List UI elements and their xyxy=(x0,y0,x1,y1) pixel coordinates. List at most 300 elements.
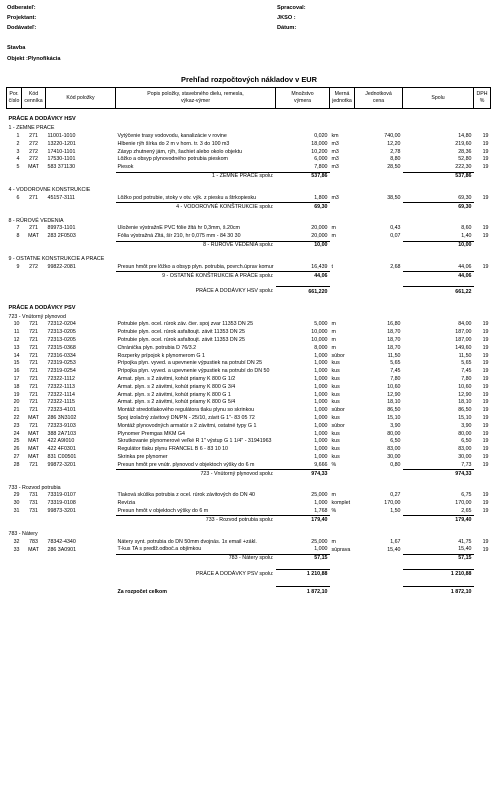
cell-kod-polozky: 583 371130 xyxy=(47,164,76,171)
cell-spolu: 15,10 xyxy=(458,414,472,421)
cell-jcena: 2,68 xyxy=(390,264,401,271)
empty-cell xyxy=(7,287,116,298)
cell-spolu: 170,00 xyxy=(455,500,472,507)
cell-spolu: 1,40 xyxy=(461,233,472,240)
cell-jcena: 18,70 xyxy=(387,337,401,343)
subtotal-label: 1 - ZEMNÉ PRÁCE spolu: xyxy=(116,172,276,181)
cell-popis: Chránička plyn. potrubia D 76/3.2 xyxy=(117,344,197,351)
cell-kod-cennika: MAT xyxy=(28,453,39,460)
dodavatel-label: Dodávateľ: xyxy=(7,25,37,31)
cell-spolu: 52,80 xyxy=(458,156,472,163)
cell-dph: 19 xyxy=(482,538,489,545)
table-row xyxy=(7,538,491,546)
cell-dph: 19 xyxy=(482,368,489,375)
table-row xyxy=(7,492,491,500)
cell-jcena: 16,80 xyxy=(387,321,401,328)
cell-dph: 19 xyxy=(482,414,489,421)
cell-mj: kus xyxy=(331,453,340,460)
subtotal-row xyxy=(7,470,491,479)
cell-mnozstvo: 1,000 xyxy=(314,546,328,553)
cell-popis: Montáž plynovodných armatúr s 2 závitmi, ostatné typy G 1 xyxy=(117,422,257,429)
empty-cell xyxy=(330,470,403,479)
cell-dph: 19 xyxy=(482,337,489,343)
cell-spolu: 14,80 xyxy=(458,133,472,140)
col-mnozstvo: Množstvo výmera xyxy=(276,88,330,109)
cell-mj: kus xyxy=(331,391,340,398)
table-row xyxy=(7,141,491,149)
jkso-label: JKSO : xyxy=(277,15,296,21)
subtotal-value: 44,06 xyxy=(276,272,330,281)
cell-popis: Prípojka plyn. vyved. a upevnenie výpustiek na potrubí do DN 50 xyxy=(117,368,270,375)
cell-mnozstvo: 1,000 xyxy=(314,500,328,507)
subsection-heading xyxy=(7,313,491,321)
empty-cell xyxy=(474,241,491,250)
table-row xyxy=(7,345,491,353)
empty-cell xyxy=(474,569,491,580)
empty-cell xyxy=(7,516,116,525)
cell-popis: Presun hmôt v objektoch výšky do 6 m xyxy=(117,507,209,514)
cell-kod-cennika: MAT xyxy=(28,414,39,421)
cell-mnozstvo: 10,000 xyxy=(311,337,328,343)
cell-dph: 19 xyxy=(482,352,489,359)
cell-popis: Hĺbenie rýh šírka do 2 m v horn. tr. 3 do 100 m3 xyxy=(117,140,230,147)
cell-kod-cennika: 721 xyxy=(29,383,38,390)
cell-kod-polozky: 72312-0204 xyxy=(47,321,76,328)
cell-mnozstvo: 1,000 xyxy=(314,368,328,375)
empty-cell xyxy=(474,586,491,599)
cell-por: 4 xyxy=(16,156,20,163)
cell-dph: 19 xyxy=(482,391,489,398)
cell-kod-polozky: 72319-0253 xyxy=(47,360,76,367)
cell-kod-polozky: 78342-4340 xyxy=(47,538,76,545)
subtotal-label: 4 - VODOROVNÉ KONŠTRUKCIE spolu: xyxy=(116,203,276,212)
cell-kod-cennika: 731 xyxy=(29,508,38,515)
cell-kod-cennika: 721 xyxy=(29,399,38,406)
cell-mnozstvo: 1,000 xyxy=(314,352,328,359)
cell-dph: 19 xyxy=(482,546,489,553)
cell-popis: Nátery synt. potrubia do DN 50mm dvojnás. 1x email +zákl. xyxy=(117,538,257,545)
cell-jcena: 10,60 xyxy=(387,383,401,390)
cell-por: 12 xyxy=(13,337,20,343)
table-row xyxy=(7,233,491,241)
cell-kod-polozky: 72323-9103 xyxy=(47,422,76,429)
cell-kod-cennika: MAT xyxy=(28,546,39,553)
table-row xyxy=(7,337,491,345)
section-text: 8 - RÚROVÉ VEDENIA xyxy=(8,217,64,224)
cell-por: 22 xyxy=(13,414,20,421)
subtotal-spolu: 179,40 xyxy=(403,516,474,525)
cell-jcena: 28,50 xyxy=(387,164,401,171)
cell-jcena: 80,00 xyxy=(387,430,401,437)
cell-por: 31 xyxy=(13,508,20,515)
cell-jcena: 86,50 xyxy=(387,407,401,414)
cell-kod-polozky: 72322-1115 xyxy=(47,399,75,406)
cell-kod-polozky: 72313-0205 xyxy=(47,337,76,343)
empty-cell xyxy=(7,569,116,580)
subtotal-spolu: 57,15 xyxy=(403,554,474,563)
empty-cell xyxy=(330,287,403,298)
col-dph: DPH % xyxy=(474,88,491,109)
cell-mnozstvo: 1,000 xyxy=(314,375,328,382)
cell-dph: 19 xyxy=(482,164,489,171)
cell-mnozstvo: 6,000 xyxy=(314,156,328,163)
col-jcena: Jednotková cena xyxy=(355,88,403,109)
cell-popis: Tlaková skúška potrubia z ocel. rúrok závitových do DN 40 xyxy=(117,492,255,499)
cell-kod-cennika: 721 xyxy=(29,375,38,382)
cell-popis: Potrubie plyn. ocel. rúrok asfaltoujt. závit 11353 DN 25 xyxy=(117,329,245,336)
cell-kod-cennika: 271 xyxy=(29,133,38,140)
cell-dph: 19 xyxy=(482,321,489,328)
empty-cell xyxy=(474,470,491,479)
cell-spolu: 7,73 xyxy=(461,461,472,468)
table-row xyxy=(7,407,491,415)
table-row xyxy=(7,225,491,233)
cell-mj: m xyxy=(331,337,336,343)
cell-popis: Montáž stredotlakového regulátora tlaku plynu so skrinkou xyxy=(117,407,255,414)
cell-popis: Armat. plyn. s 2 závitmi, kohút priamy K 800 G 1 xyxy=(117,391,231,398)
table-row xyxy=(7,430,491,438)
cell-kod-polozky: 422 4F0301 xyxy=(47,446,76,453)
cell-dph: 19 xyxy=(482,508,489,515)
cell-mnozstvo: 10,200 xyxy=(311,148,328,155)
cell-spolu: 7,45 xyxy=(461,368,472,375)
cell-spolu: 18,10 xyxy=(458,399,472,406)
grand-total-value: 1 872,10 xyxy=(276,586,330,599)
cell-jcena: 12,90 xyxy=(387,391,401,398)
cell-popis: Uloženie výstražnÉ PVC fólie žltá hr 0,3mm, š.20cm xyxy=(117,225,240,232)
cell-mj: kus xyxy=(331,446,340,453)
cell-mnozstvo: 20,000 xyxy=(311,233,328,240)
cell-mj: m xyxy=(331,225,336,232)
page-title: Prehľad rozpočtových nákladov v EUR xyxy=(181,75,317,84)
subtotal-value: 537,86 xyxy=(276,172,330,181)
cell-jcena: 0,43 xyxy=(390,225,401,232)
section-text: 4 - VODOROVNÉ KONŠTRUKCIE xyxy=(8,187,91,194)
empty-cell xyxy=(474,287,491,298)
empty-cell xyxy=(330,516,403,525)
cell-mj: súbor xyxy=(331,407,345,414)
cell-jcena: 15,40 xyxy=(387,546,401,553)
cell-jcena: 6,50 xyxy=(390,438,401,445)
cell-spolu: 187,00 xyxy=(455,337,472,343)
cell-mnozstvo: 1,000 xyxy=(314,383,328,390)
budget-table xyxy=(6,87,491,599)
cell-dph: 19 xyxy=(482,344,489,351)
cell-mj: kus xyxy=(331,414,340,421)
cell-kod-polozky: 17410-1101 xyxy=(47,148,76,155)
cell-kod-cennika: 721 xyxy=(29,321,38,328)
cell-popis: Presun hmôt pre lôžko a obsyp plyn. potrubia, povrch.úprav komur xyxy=(117,263,274,270)
subtotal-spolu: 661,22 xyxy=(403,287,474,298)
subtotal-spolu: 1 210,88 xyxy=(403,569,474,580)
subtotal-spolu: 10,00 xyxy=(403,241,474,250)
cell-kod-cennika: 271 xyxy=(29,195,38,202)
cell-popis: Skrutkovanie plynomerové veľké R 1" výstup G 1 1/4" - 31941963 xyxy=(117,438,272,445)
cell-kod-cennika: MAT xyxy=(28,438,39,445)
cell-jcena: 0,27 xyxy=(390,492,401,499)
cell-popis: Lôžko pod potrubie, stoky v otv. výk. z piesku a štrkopiesku xyxy=(117,194,257,201)
cell-jcena: 2,78 xyxy=(390,148,401,155)
subsection-heading xyxy=(7,530,491,538)
subtotal-row xyxy=(7,172,491,181)
cell-jcena: 18,70 xyxy=(387,329,401,336)
cell-mj: kus xyxy=(331,375,340,382)
table-row xyxy=(7,148,491,156)
cell-jcena: 5,65 xyxy=(390,360,401,367)
cell-por: 28 xyxy=(13,462,20,468)
cell-dph: 19 xyxy=(482,430,489,437)
col-spolu: Spolu xyxy=(403,88,474,109)
cell-popis: Lôžko a obsyp plynovodného potrubia pieskom xyxy=(117,156,228,163)
subtotal-row xyxy=(7,241,491,250)
cell-kod-polozky: 17530-1101 xyxy=(47,156,76,163)
empty-cell xyxy=(474,272,491,281)
cell-por: 17 xyxy=(13,375,20,382)
subtotal-spolu: 537,86 xyxy=(403,172,474,181)
cell-spolu: 187,00 xyxy=(455,329,472,336)
cell-jcena: 0,80 xyxy=(390,462,401,468)
subtotal-spolu: 44,06 xyxy=(403,272,474,281)
cell-spolu: 3,90 xyxy=(461,422,472,429)
cell-por: 20 xyxy=(13,399,20,406)
cell-spolu: 83,00 xyxy=(458,446,472,453)
cell-por: 21 xyxy=(13,407,20,414)
col-popis: Popis položky, stavebného dielu, remesla, výkaz-výmer xyxy=(116,88,276,109)
cell-mnozstvo: 1,000 xyxy=(314,453,328,460)
section-heading xyxy=(7,115,491,125)
cell-mj: kus xyxy=(331,383,340,390)
cell-kod-cennika: 272 xyxy=(29,140,38,147)
subtotal-label: PRÁCE A DODÁVKY PSV spolu: xyxy=(195,570,274,577)
cell-popis: Piesok xyxy=(117,164,134,171)
empty-cell xyxy=(7,586,116,599)
cell-popis: Skrinka pre plynomer xyxy=(117,453,168,460)
table-row xyxy=(7,391,491,399)
cell-mj: kus xyxy=(331,430,340,437)
subtotal-row xyxy=(7,272,491,281)
table-row xyxy=(7,352,491,360)
empty-cell xyxy=(330,241,403,250)
cell-jcena: 38,50 xyxy=(387,195,401,202)
cell-jcena: 1,67 xyxy=(390,538,401,545)
cell-mj: kus xyxy=(331,438,340,445)
cell-jcena: 170,00 xyxy=(384,500,401,507)
cell-jcena: 11,50 xyxy=(387,352,401,359)
cell-spolu: 28,36 xyxy=(458,148,472,155)
empty-cell xyxy=(7,272,116,281)
cell-por: 19 xyxy=(13,391,20,398)
subsection-heading xyxy=(7,217,491,225)
table-row xyxy=(7,376,491,384)
table-row xyxy=(7,133,491,141)
cell-dph: 19 xyxy=(482,422,489,429)
cell-dph: 19 xyxy=(482,399,489,406)
table-row xyxy=(7,546,491,554)
cell-kod-polozky: 13220-1201 xyxy=(47,140,76,147)
subsection-heading xyxy=(7,187,491,195)
cell-kod-cennika: 721 xyxy=(29,391,38,398)
cell-popis: Vytýčenie trasy vodovodu, kanalizácie v rovine xyxy=(117,133,227,140)
cell-mj: m xyxy=(331,492,336,499)
cell-mnozstvo: 20,000 xyxy=(311,225,328,232)
subtotal-value: 57,15 xyxy=(276,554,330,563)
cell-mj: m xyxy=(331,233,336,240)
cell-dph: 19 xyxy=(482,500,489,507)
table-row xyxy=(7,384,491,392)
cell-mnozstvo: 7,800 xyxy=(314,164,328,171)
cell-spolu: 8,60 xyxy=(461,225,472,232)
cell-jcena: 740,00 xyxy=(384,133,401,140)
cell-mj: m xyxy=(331,321,336,328)
col-por: Por. číslo xyxy=(7,88,22,109)
subsection-heading xyxy=(7,256,491,264)
cell-popis: Potrubie plyn. ocel. rúrok asfaltoujt. závit 11353 DN 25 xyxy=(117,337,245,343)
cell-mj: kus xyxy=(331,399,340,406)
table-row xyxy=(7,195,491,203)
cell-kod-cennika: MAT xyxy=(28,446,39,453)
cell-mnozstvo: 8,000 xyxy=(314,344,328,351)
cell-kod-polozky: 72322-1112 xyxy=(47,375,75,382)
cell-jcena: 7,45 xyxy=(390,368,401,375)
cell-spolu: 86,50 xyxy=(458,407,472,414)
empty-cell xyxy=(7,241,116,250)
cell-kod-polozky: 388 2A7103 xyxy=(47,430,77,437)
cell-dph: 19 xyxy=(482,156,489,163)
table-row xyxy=(7,399,491,407)
cell-kod-polozky: 73319-0108 xyxy=(47,500,76,507)
cell-spolu: 6,75 xyxy=(461,492,472,499)
cell-mj: km xyxy=(331,133,339,140)
cell-spolu: 7,80 xyxy=(461,375,472,382)
cell-por: 32 xyxy=(13,538,20,545)
cell-jcena: 83,00 xyxy=(387,446,401,453)
subsection-heading xyxy=(7,125,491,133)
subtotal-value: 179,40 xyxy=(276,516,330,525)
cell-kod-polozky: 72316-0334 xyxy=(47,352,76,359)
cell-mj: m xyxy=(331,344,336,351)
datum-label: Dátum: xyxy=(277,25,297,31)
table-row xyxy=(7,321,491,329)
table-row xyxy=(7,454,491,462)
empty-cell xyxy=(474,172,491,181)
subtotal-label: 8 - RÚROVÉ VEDENIA spolu: xyxy=(116,241,276,250)
cell-popis: Revízia xyxy=(117,500,136,507)
table-row xyxy=(7,438,491,446)
cell-mnozstvo: 5,000 xyxy=(314,321,328,328)
cell-popis: Spoj izolačný závitový DN/PN - 25/10, závit G 1"- 83 05 72 xyxy=(117,414,255,421)
cell-mnozstvo: 10,000 xyxy=(311,329,328,336)
cell-kod-cennika: 272 xyxy=(29,264,38,271)
cell-dph: 19 xyxy=(482,140,489,147)
cell-mj: m xyxy=(331,538,336,545)
cell-mj: súbor xyxy=(331,352,345,359)
cell-mnozstvo: 25,000 xyxy=(311,492,328,499)
cell-kod-polozky: 99822-2081 xyxy=(47,264,76,271)
cell-por: 13 xyxy=(13,344,20,351)
cell-jcena: 18,10 xyxy=(387,399,401,406)
empty-cell xyxy=(7,554,116,563)
cell-kod-cennika: 272 xyxy=(29,156,38,163)
cell-mnozstvo: 1,000 xyxy=(314,407,328,414)
cell-por: 27 xyxy=(13,453,20,460)
table-row xyxy=(7,446,491,454)
cell-kod-polozky: 45157-3111 xyxy=(47,195,75,202)
cell-jcena: 3,90 xyxy=(390,422,401,429)
section-text: 723 - Vnútorný plynovod xyxy=(8,313,66,320)
cell-spolu: 2,65 xyxy=(461,507,472,514)
cell-popis: Zásyp zhutnený jám, rýh, šachiet alebo okolo objektu xyxy=(117,148,243,155)
section-text: PRÁCE A DODÁVKY HSV xyxy=(8,116,76,123)
cell-por: 33 xyxy=(13,546,20,553)
cell-kod-cennika: 721 xyxy=(29,329,38,336)
cell-kod-polozky: 72313-0205 xyxy=(47,329,76,336)
subsection-heading xyxy=(7,484,491,492)
cell-mj: m3 xyxy=(331,156,339,163)
subtotal-spolu: 69,30 xyxy=(403,203,474,212)
cell-dph: 19 xyxy=(482,383,489,390)
col-kod-cennika: Kód cenníka xyxy=(22,88,46,109)
cell-mj: komplet xyxy=(331,500,351,507)
cell-kod-polozky: 422 A9I010 xyxy=(47,438,75,445)
stavba-label: Stavba xyxy=(7,45,26,51)
cell-kod-polozky: 89973-1101 xyxy=(47,225,76,232)
cell-dph: 19 xyxy=(482,233,489,240)
cell-spolu: 11,50 xyxy=(458,352,472,359)
cell-jcena: 18,70 xyxy=(387,344,401,351)
cell-popis: Armat. plyn. s 2 závitmi, kohút priamy K 800 G 3/4 xyxy=(117,383,236,390)
table-row xyxy=(7,329,491,337)
section-text: 783 - Nátery xyxy=(8,530,38,537)
cell-dph: 19 xyxy=(482,148,489,155)
empty-cell xyxy=(474,516,491,525)
cell-popis: Armat. plyn. s 2 závitmi, kohút priamy K 800 G 1/2 xyxy=(117,375,236,382)
cell-mnozstvo: 1,000 xyxy=(314,414,328,421)
cell-spolu: 30,00 xyxy=(458,453,472,460)
cell-dph: 19 xyxy=(482,195,489,202)
cell-por: 1 xyxy=(16,133,20,140)
table-header xyxy=(7,88,491,109)
cell-mnozstvo: 1,000 xyxy=(314,422,328,429)
cell-popis: T-kus TA s predĺž.odboč.a objímkou xyxy=(117,546,202,553)
cell-dph: 19 xyxy=(482,375,489,382)
cell-kod-cennika: 271 xyxy=(29,225,38,232)
cell-por: 5 xyxy=(16,164,20,171)
cell-por: 24 xyxy=(13,430,20,437)
cell-kod-polozky: 72322-1113 xyxy=(47,383,75,390)
subtotal-row xyxy=(7,554,491,563)
cell-popis: Regulátor tlaku plynu FRANCEL B 6 - 83 10 10 xyxy=(117,446,229,453)
table-row xyxy=(7,360,491,368)
cell-por: 15 xyxy=(13,360,20,367)
empty-cell xyxy=(474,203,491,212)
empty-cell xyxy=(7,203,116,212)
cell-mj: m3 xyxy=(331,140,339,147)
empty-cell xyxy=(330,586,403,599)
cell-kod-cennika: 721 xyxy=(29,407,38,414)
subtotal-value: 1 210,88 xyxy=(276,569,330,580)
cell-kod-polozky: 11001-1010 xyxy=(47,133,76,140)
cell-mnozstvo: 18,000 xyxy=(311,140,328,147)
table-row xyxy=(7,264,491,272)
cell-por: 10 xyxy=(13,321,20,328)
cell-spolu: 44,06 xyxy=(458,263,472,270)
cell-por: 30 xyxy=(13,500,20,507)
cell-spolu: 41,75 xyxy=(458,538,472,545)
cell-spolu: 149,60 xyxy=(455,344,472,351)
cell-kod-cennika: MAT xyxy=(28,430,39,437)
table-row xyxy=(7,164,491,172)
empty-cell xyxy=(330,272,403,281)
